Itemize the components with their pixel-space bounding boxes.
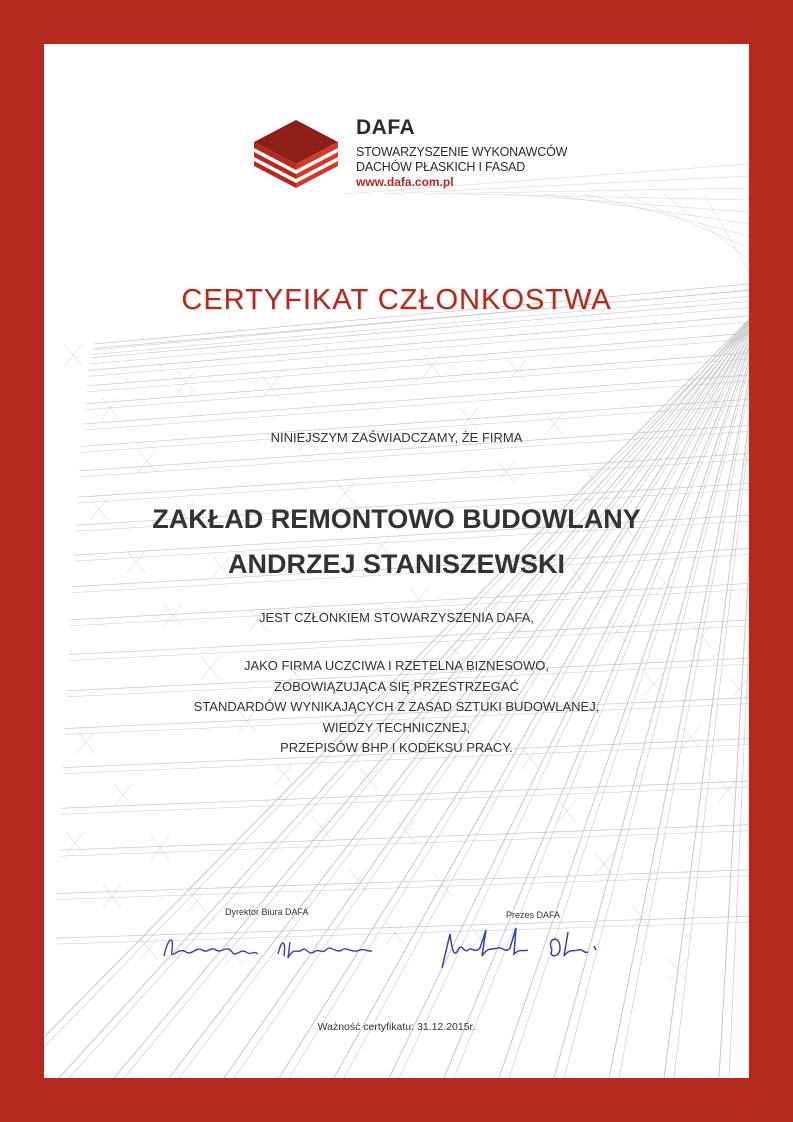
director-label: Dyrektor Biura DAFA [225,907,309,917]
logo-line-2: DACHÓW PŁASKICH I FASAD [356,160,526,174]
dafa-logo [246,116,576,196]
company-name-line-2: ANDRZEJ STANISZEWSKI [227,549,565,579]
commitment-text [44,656,749,759]
certificate-sheet [44,44,749,1078]
certificate-intro: NINIEJSZYM ZAŚWIADCZAMY, ŻE FIRMA [270,430,523,445]
logo-url: www.dafa.com.pl [356,175,454,189]
validity-label: Ważność certyfikatu: [317,1021,415,1033]
commitment-line: JAKO FIRMA UCZCIWA I RZETELNA BIZNESOWO, [243,658,550,673]
logo-line-1: STOWARZYSZENIE WYKONAWCÓW [356,145,568,159]
company-name-line-1: ZAKŁAD REMONTOWO BUDOWLANY [152,504,641,534]
roof-layers-icon [246,116,346,188]
certificate-title: CERTYFIKAT CZŁONKOSTWA [181,284,612,316]
validity-value: 31.12.2015r. [417,1021,476,1033]
commitment-line: STANDARDÓW WYNIKAJĄCYCH Z ZASAD SZTUKI BUDOWLANEJ, [193,699,600,714]
commitment-line: ZOBOWIĄZUJĄCA SIĘ PRZESTRZEGAĆ [274,678,519,694]
director-signature [156,924,386,974]
president-label: Prezes DAFA [506,910,561,920]
president-signature [436,920,636,976]
commitment-line: PRZEPISÓW BHP I KODEKSU PRACY. [280,740,513,755]
validity-date [44,1021,749,1033]
commitment-line: WIEDZY TECHNICZNEJ, [322,719,471,735]
logo-name: DAFA [356,116,416,139]
membership-statement: JEST CZŁONKIEM STOWARZYSZENIA DAFA, [259,610,534,625]
